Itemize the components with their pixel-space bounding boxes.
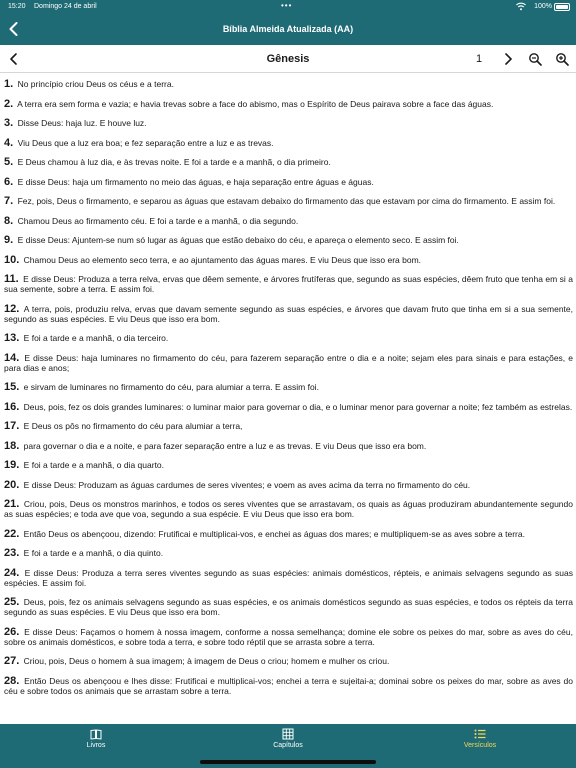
- verse-item[interactable]: [4, 235, 573, 245]
- verse-item[interactable]: [4, 138, 573, 148]
- verse-item[interactable]: [4, 402, 573, 412]
- verse-item[interactable]: [4, 568, 573, 588]
- zoom-in-icon[interactable]: [555, 52, 569, 66]
- verse-number: 3.: [4, 117, 14, 129]
- tab-label: Capítulos: [273, 742, 303, 749]
- verse-text: E Deus chamou à luz dia, e às trevas noite. E foi a tarde e a manhã, o dia primeiro.: [17, 157, 331, 167]
- verse-item[interactable]: [4, 157, 573, 167]
- verse-number: 14.: [4, 351, 20, 364]
- verse-number: 4.: [4, 136, 14, 149]
- verse-text: E disse Deus: Produza a terra relva, ervas que dêem semente, e árvores frutíferas que, segundo as suas espécies, dêem fruto que tenha em si a sua semente, sobre a terra. E assim foi.: [4, 274, 573, 294]
- verse-item[interactable]: [4, 216, 573, 226]
- verse-text: Então Deus os abençoou e lhes disse: Frutificai e multiplicai-vos; enchei a terra e sujeitai-a; dominai sobre os peixes do mar, sobre as aves do céu e sobre todos os animais que se arrastam sobre a terra.: [4, 675, 573, 696]
- verse-text: Deus, pois, fez os dois grandes luminares: o luminar maior para governar o dia, e o luminar menor para governar a noite; fez também as estrelas.: [23, 401, 573, 412]
- verse-text: E disse Deus: Produzam as águas cardumes de seres viventes; e voem as aves acima da terra no firmamento do céu.: [23, 479, 471, 490]
- verse-item[interactable]: [4, 529, 573, 539]
- status-date: Domingo 24 de abril: [34, 3, 97, 10]
- verse-number: 16.: [4, 400, 20, 413]
- verse-number: 13.: [4, 332, 20, 344]
- verse-item[interactable]: [4, 676, 573, 696]
- grid-icon: [282, 728, 294, 740]
- tab-label: Versículos: [463, 742, 497, 749]
- verse-number: 15.: [4, 381, 20, 393]
- tab-livros[interactable]: [36, 728, 156, 749]
- verse-text: E foi a tarde e a manhã, o dia terceiro.: [23, 333, 169, 343]
- verse-text: No princípio criou Deus os céus e a terra.: [17, 79, 174, 89]
- status-bar: [0, 0, 576, 14]
- verse-text: E disse Deus: haja luminares no firmamento do céu, para fazerem separação entre o dia e a noite; sejam eles para sinais e para estações, e para dias e anos;: [4, 352, 573, 373]
- verse-text: E disse Deus: haja um firmamento no meio das águas, e haja separação entre águas e águas.: [17, 176, 374, 187]
- verse-number: 6.: [4, 175, 14, 188]
- next-chapter-icon[interactable]: [502, 52, 514, 66]
- battery-percent: 100%: [534, 3, 552, 10]
- verse-text: Chamou Deus ao firmamento céu. E foi a tarde e a manhã, o dia segundo.: [17, 215, 299, 226]
- verse-item[interactable]: [4, 548, 573, 558]
- verse-number: 10.: [4, 253, 20, 266]
- verse-list[interactable]: [0, 74, 576, 724]
- verse-text: Disse Deus: haja luz. E houve luz.: [17, 118, 147, 128]
- verse-text: Deus, pois, fez os animais selvagens segundo as suas espécies, e os animais domésticos segundo as suas espécies, e todos os répteis da terra segundo as suas espécies. E viu Deus que isso era bom.: [4, 597, 573, 617]
- verse-item[interactable]: [4, 421, 573, 431]
- verse-item[interactable]: [4, 99, 573, 109]
- verse-number: 7.: [4, 195, 14, 207]
- verse-item[interactable]: [4, 480, 573, 490]
- verse-item[interactable]: [4, 353, 573, 373]
- verse-number: 2.: [4, 97, 14, 110]
- verse-item[interactable]: [4, 177, 573, 187]
- verse-number: 25.: [4, 596, 20, 608]
- verse-text: E disse Deus: Ajuntem-se num só lugar as águas que estão debaixo do céu, e apareça o elemento seco. E assim foi.: [17, 235, 459, 245]
- wifi-icon: [516, 2, 526, 11]
- verse-text: Chamou Deus ao elemento seco terra, e ao ajuntamento das águas mares. E viu Deus que isso era bom.: [23, 254, 422, 265]
- verse-text: Viu Deus que a luz era boa; e fez separação entre a luz e as trevas.: [17, 137, 274, 148]
- verse-number: 26.: [4, 625, 20, 638]
- verse-number: 9.: [4, 234, 14, 246]
- verse-item[interactable]: [4, 441, 573, 451]
- verse-item[interactable]: [4, 118, 573, 128]
- verse-item[interactable]: [4, 597, 573, 617]
- verse-text: Então Deus os abençoou, dizendo: Frutificai e multiplicai-vos, e enchei as águas dos mares; e multipliquem-se as aves sobre a terra.: [23, 528, 525, 539]
- verse-text: e sirvam de luminares no firmamento do céu, para alumiar a terra. E assim foi.: [23, 382, 319, 392]
- verse-item[interactable]: [4, 274, 573, 294]
- verse-text: E disse Deus: Produza a terra seres viventes segundo as suas espécies: animais domésticos, répteis, e animais selvagens segundo as suas espécies. E assim foi.: [4, 567, 573, 588]
- tab-versiculos[interactable]: [420, 728, 540, 749]
- verse-item[interactable]: [4, 382, 573, 392]
- verse-text: E disse Deus: Façamos o homem à nossa imagem, conforme a nossa semelhança; domine ele sobre os peixes do mar, sobre as aves do céu, sobre os animais domésticos, e sobre toda a terra, e sobre todo réptil que se arrasta sobre a terra.: [4, 626, 573, 647]
- verse-number: 22.: [4, 527, 20, 540]
- verse-item[interactable]: [4, 499, 573, 519]
- chapter-number[interactable]: 1: [476, 53, 483, 65]
- book-title[interactable]: Gênesis: [266, 53, 310, 65]
- status-time: 15:20: [8, 3, 26, 10]
- verse-text: E foi a tarde e a manhã, o dia quarto.: [23, 460, 165, 470]
- verse-text: E Deus os pôs no firmamento do céu para alumiar a terra,: [23, 421, 243, 431]
- list-icon: [474, 728, 486, 740]
- verse-number: 17.: [4, 420, 20, 432]
- verse-item[interactable]: [4, 460, 573, 470]
- app-title: Bíblia Almeida Atualizada (AA): [222, 24, 354, 34]
- verse-item[interactable]: [4, 627, 573, 647]
- verse-text: A terra era sem forma e vazia; e havia trevas sobre a face do abismo, mas o Espírito de Deus pairava sobre a face das águas.: [17, 98, 494, 109]
- verse-item[interactable]: [4, 333, 573, 343]
- verse-number: 19.: [4, 459, 20, 471]
- verse-number: 1.: [4, 78, 14, 90]
- verse-number: 20.: [4, 478, 20, 491]
- verse-item[interactable]: [4, 255, 573, 265]
- verse-number: 23.: [4, 547, 20, 559]
- verse-item[interactable]: [4, 79, 573, 89]
- multitask-dots-icon[interactable]: •••: [281, 1, 293, 10]
- verse-number: 5.: [4, 156, 14, 168]
- verse-item[interactable]: [4, 656, 573, 666]
- battery-icon: [554, 3, 570, 11]
- tab-capitulos[interactable]: [228, 728, 348, 749]
- verse-number: 21.: [4, 498, 20, 510]
- book-toolbar: [0, 45, 576, 73]
- verse-number: 24.: [4, 566, 20, 579]
- verse-text: Fez, pois, Deus o firmamento, e separou as águas que estavam debaixo do firmamento das que estavam por cima do firmamento. E assim foi.: [17, 196, 556, 206]
- verse-item[interactable]: [4, 304, 573, 324]
- zoom-out-icon[interactable]: [528, 52, 542, 66]
- verse-number: 27.: [4, 655, 20, 667]
- book-icon: [90, 728, 102, 740]
- verse-text: E foi a tarde e a manhã, o dia quinto.: [23, 548, 164, 558]
- verse-number: 11.: [4, 273, 19, 285]
- app-header: [0, 0, 576, 45]
- verse-text: Criou, pois, Deus os monstros marinhos, e todos os seres viventes que se arrastavam, os quais as águas produziram abundantemente segundo as suas espécies; e toda ave que voa, segundo a sua espécie. E viu Deus que isso era bom.: [4, 499, 573, 519]
- verse-number: 12.: [4, 302, 20, 315]
- verse-text: Criou, pois, Deus o homem à sua imagem; à imagem de Deus o criou; homem e mulher os criou.: [23, 656, 390, 666]
- verse-item[interactable]: [4, 196, 573, 206]
- verse-number: 18.: [4, 439, 20, 452]
- verse-number: 28.: [4, 674, 20, 687]
- tab-label: Livros: [86, 742, 106, 749]
- verse-text: para governar o dia e a noite, e para fazer separação entre a luz e as trevas. E viu Deus que isso era bom.: [23, 440, 427, 451]
- home-indicator: [200, 760, 376, 764]
- verse-number: 8.: [4, 214, 14, 227]
- verse-text: A terra, pois, produziu relva, ervas que davam semente segundo as suas espécies, e árvores que davam fruto que tinha em si a sua semente, segundo as suas espécies. E viu Deus que isso era bom.: [4, 303, 573, 324]
